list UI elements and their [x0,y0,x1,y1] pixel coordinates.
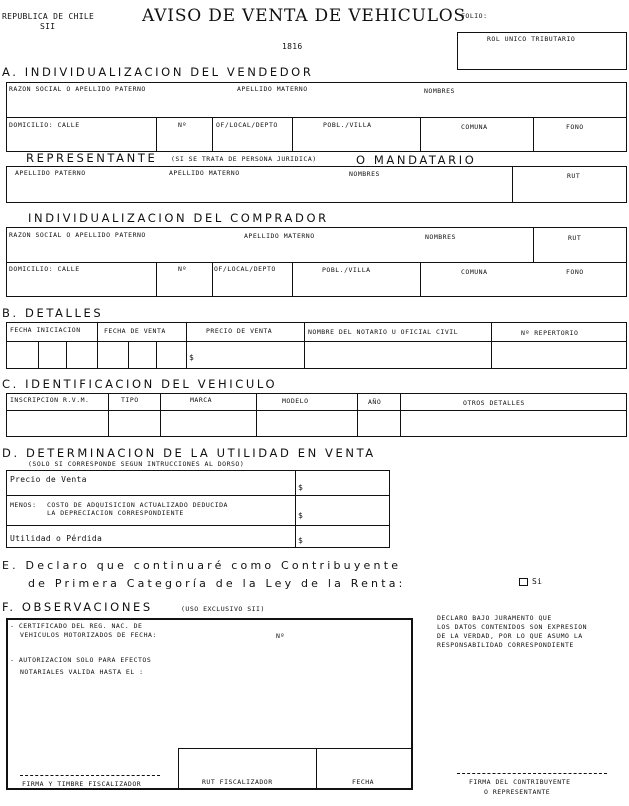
vendedor-pobl-label: POBL./VILLA [323,121,372,129]
vendedor-razon-social-label: RAZON SOCIAL O APELLIDO PATERNO [9,85,146,93]
comprador-oflocal-label: OF/LOCAL/DEPTO [214,265,276,273]
representante-box [6,166,627,203]
section-e-line1: E. Declaro que continuaré como Contribuyente [2,559,402,572]
repertorio-label: Nº REPERTORIO [521,329,579,337]
certificado-line2: VEHICULOS MOTORIZADOS DE FECHA: [20,631,157,639]
section-e-line2: de Primera Categoría de la Ley de la Renta: [28,577,406,590]
precio-currency: $ [189,353,195,362]
representante-nombres-label: NOMBRES [349,170,380,178]
marca-label: MARCA [190,396,213,404]
observaciones-box [6,618,413,790]
costo-label-line2: LA DEPRECIACION CORRESPONDIENTE [47,509,184,517]
section-d-subtitle: (SOLO SI CORRESPONDE SEGUN INTRUCCIONES AL DORSO) [28,460,245,468]
form-number: 1816 [282,42,303,51]
comprador-pobl-label: POBL./VILLA [322,266,371,274]
utilidad-row-currency: $ [298,536,304,545]
vendedor-nombres-label: NOMBRES [424,87,455,95]
form-title: AVISO DE VENTA DE VEHICULOS [142,6,466,26]
menos-label: MENOS: [10,501,37,509]
representante-apellido-paterno-label: APELLIDO PATERNO [15,169,86,177]
certificado-line1: - CERTIFICADO DEL REG. NAC. DE [10,622,143,630]
firma-contribuyente-line1: FIRMA DEL CONTRIBUYENTE [469,778,571,786]
comprador-comuna-label: COMUNA [461,268,488,276]
comprador-fono-label: FONO [566,268,584,276]
comprador-numero-label: Nº [178,265,187,273]
representante-title: REPRESENTANTE [26,151,158,165]
costo-row-currency: $ [298,511,304,520]
declaracion-line4: RESPONSABILIDAD CORRESPONDIENTE [437,641,574,649]
otros-detalles-label: OTROS DETALLES [463,399,525,407]
vendedor-fono-label: FONO [566,123,584,131]
tipo-label: TIPO [121,396,139,404]
notario-label: NOMBRE DEL NOTARIO U OFICIAL CIVIL [308,328,459,336]
rut-label: ROL UNICO TRIBUTARIO [487,35,576,43]
vendedor-numero-label: Nº [178,121,187,129]
declaracion-line2: LOS DATOS CONTENIDOS SON EXPRESION [437,623,588,631]
section-c-title: C. IDENTIFICACION DEL VEHICULO [2,377,278,391]
declaracion-line1: DECLARO BAJO JURAMENTO QUE [437,614,552,622]
mandatario-title: O MANDATARIO [356,153,477,167]
section-b-title: B. DETALLES [2,306,104,320]
precio-venta-row-currency: $ [298,483,304,492]
fecha-iniciacion-label: FECHA INICIACION [10,326,81,334]
representante-apellido-materno-label: APELLIDO MATERNO [169,169,240,177]
vendedor-comuna-label: COMUNA [461,123,488,131]
vendedor-domicilio-label: DOMICILIO: CALLE [9,121,80,129]
representante-rut-label: RUT [567,172,581,180]
section-d-title: D. DETERMINACION DE LA UTILIDAD EN VENTA [2,446,376,460]
section-a-title: A. INDIVIDUALIZACION DEL VENDEDOR [2,65,314,79]
fecha-fiscalizador-label: FECHA [352,778,375,786]
firma-fiscalizador-label: FIRMA Y TIMBRE FISCALIZADOR [22,780,142,788]
costo-label-line1: COSTO DE ADQUISICION ACTUALIZADO DEDUCIDA [47,501,228,509]
inscripcion-label: INSCRIPCION R.V.M. [10,396,90,404]
comprador-rut-label: RUT [568,234,582,242]
utilidad-row-label: Utilidad o Pérdida [10,534,103,543]
fecha-venta-label: FECHA DE VENTA [104,327,166,335]
comprador-domicilio-label: DOMICILIO: CALLE [9,265,80,273]
modelo-label: MODELO [282,397,309,405]
comprador-title: INDIVIDUALIZACION DEL COMPRADOR [28,211,329,225]
vendedor-apellido-materno-label: APELLIDO MATERNO [237,85,308,93]
vendedor-oflocal-label: OF/LOCAL/DEPTO [216,121,278,129]
comprador-nombres-label: NOMBRES [425,233,456,241]
firma-contribuyente-line2: O REPRESENTANTE [484,788,551,796]
precio-venta-label: PRECIO DE VENTA [206,327,273,335]
folio-label: FOLIO: [461,12,488,20]
autorizacion-line1: - AUTORIZACION SOLO PARA EFECTOS [10,656,152,664]
comprador-razon-social-label: RAZON SOCIAL O APELLIDO PATERNO [9,231,146,239]
rut-fiscalizador-label: RUT FISCALIZADOR [202,778,273,786]
issuer-name: REPUBLICA DE CHILE [2,12,95,21]
section-f-note: (USO EXCLUSIVO SII) [181,605,265,613]
declaracion-line3: DE LA VERDAD, POR LO QUE ASUMO LA [437,632,583,640]
ano-label: AÑO [368,398,382,406]
autorizacion-line2: NOTARIALES VALIDA HASTA EL : [20,668,144,676]
certificado-numero-label: Nº [276,632,285,640]
representante-note: (SI SE TRATA DE PERSONA JURIDICA) [171,155,317,163]
comprador-apellido-materno-label: APELLIDO MATERNO [244,232,315,240]
precio-venta-row-label: Precio de Venta [10,475,87,484]
issuer-acronym: SII [40,22,56,31]
section-f-title: F. OBSERVACIONES [2,600,153,614]
si-checkbox-label: Si [532,577,543,586]
si-checkbox[interactable] [519,578,528,586]
vehiculo-box [6,393,627,437]
